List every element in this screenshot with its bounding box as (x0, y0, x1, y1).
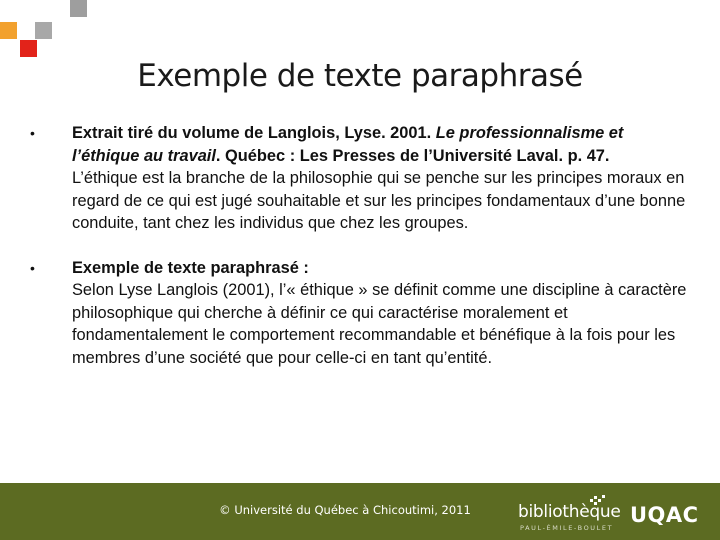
library-logo (518, 494, 621, 534)
square-gray-top (70, 0, 87, 17)
copyright-text: © Université du Québec à Chicoutimi, 2011 (219, 503, 471, 517)
bullet-icon: • (30, 259, 35, 276)
content-list (22, 122, 690, 391)
paraphrase-heading: Exemple de texte paraphrasé : (72, 258, 309, 277)
list-item-paraphrase (22, 257, 690, 370)
footer-bar (0, 483, 720, 540)
paraphrase-body: Selon Lyse Langlois (2001), l’« éthique » se définit comme une discipline à caractère philosophique qui cherche à définir ce qui caractérise moralement et fondamentalement le comportement recommandable et bénéfique à la fois pour les membres d’une société que pour celle-ci en tant qu’entité. (72, 281, 687, 367)
list-item-citation (22, 122, 690, 235)
uqac-logo: UQAC (630, 503, 699, 527)
excerpt-body: L’éthique est la branche de la philosophie qui se penche sur les principes moraux en regard de ce qui est jugé souhaitable et sur les principes fondamentaux d’une bonne conduite, tant chez les individus que chez les groupes. (72, 169, 686, 232)
citation-text-1: Extrait tiré du volume de Langlois, Lyse. 2001. (72, 124, 436, 142)
citation-text-2: . Québec : Les Presses de l’Université Laval. p. 47. (215, 146, 610, 165)
library-logo-subtext: PAUL-ÉMILE-BOULET (520, 524, 614, 532)
citation-book-title: Le professionnalisme et l’éthique au travail (72, 124, 624, 165)
library-logo-text: bibliothèque (518, 502, 621, 522)
square-gray-mid (35, 22, 52, 39)
bullet-icon: • (30, 125, 35, 141)
square-red (20, 40, 37, 57)
square-orange-left (0, 22, 17, 39)
page-title: Exemple de texte paraphrasé (137, 58, 583, 94)
